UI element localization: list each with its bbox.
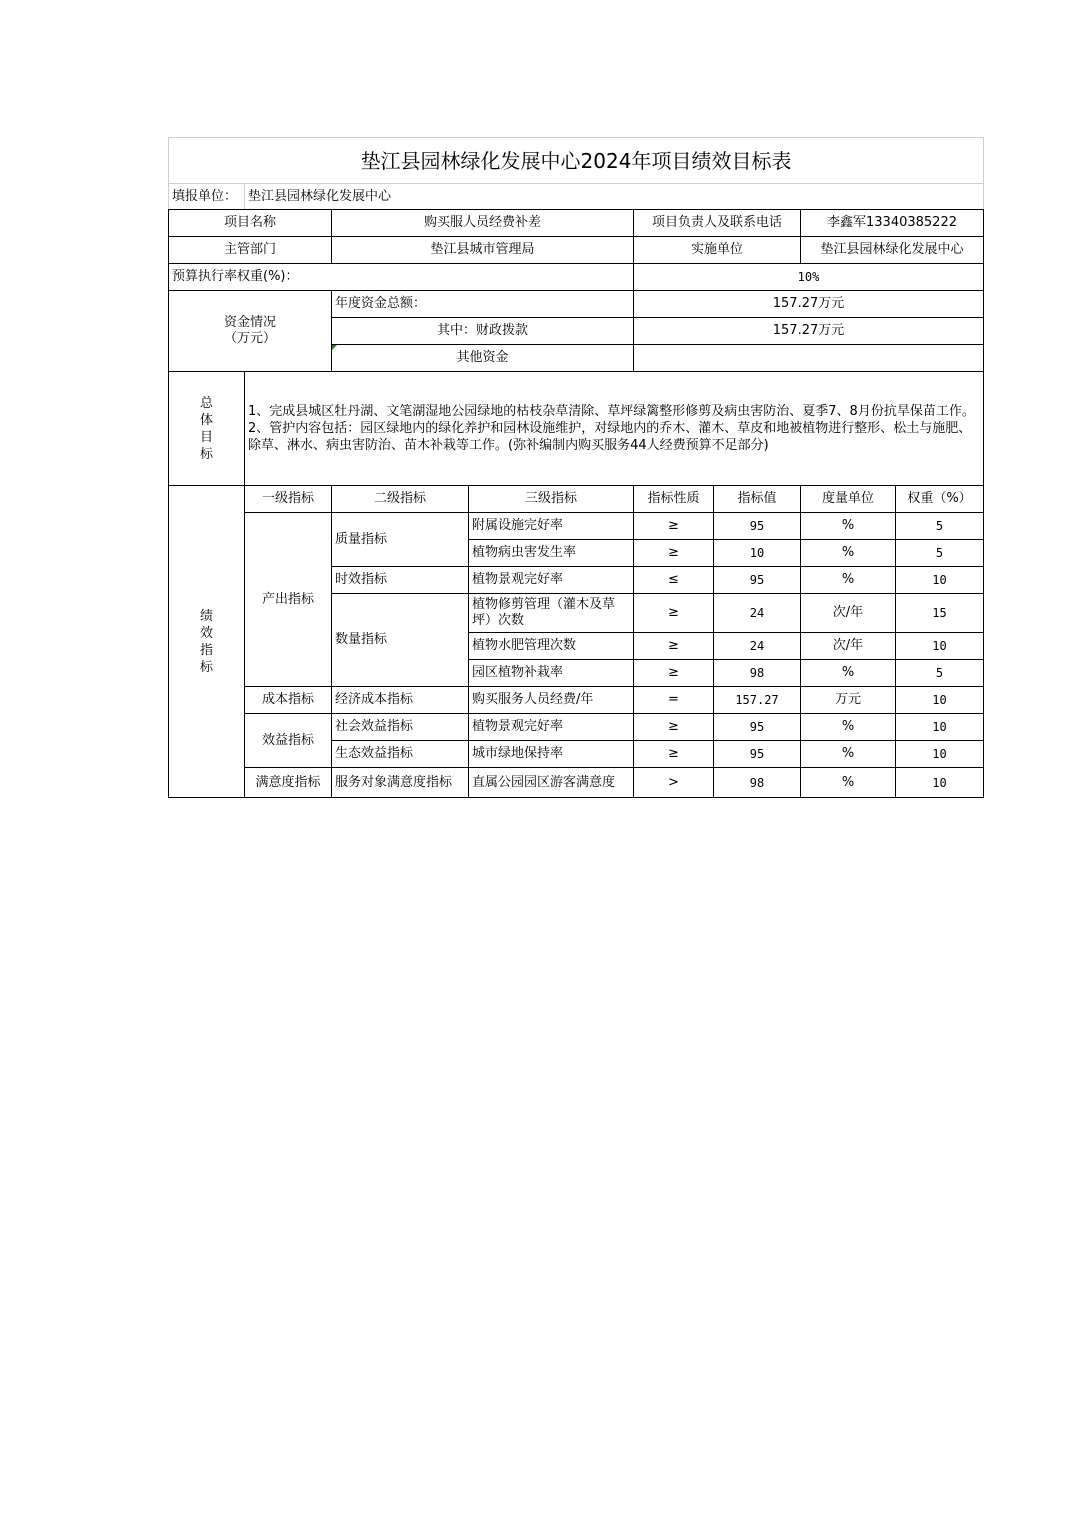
level1-cost: 成本指标: [245, 687, 332, 714]
level1-output: 产出指标: [245, 513, 332, 687]
indicators-label-char: 效: [199, 625, 213, 641]
indicator-name: 直属公园园区游客满意度: [469, 768, 634, 798]
indicator-unit: %: [801, 660, 896, 687]
indicator-name: 购买服务人员经费/年: [469, 687, 634, 714]
funds-other-label: 其他资金: [332, 345, 634, 372]
goal-label-char: 体: [199, 412, 213, 428]
project-name-label: 项目名称: [169, 210, 332, 237]
funds-label-line1: 资金情况: [223, 315, 276, 330]
header-weight: 权重（%）: [896, 486, 984, 513]
indicator-weight: 5: [896, 513, 984, 540]
header-level2: 二级指标: [332, 486, 469, 513]
goal-label-char: 标: [199, 446, 213, 462]
performance-target-table: [168, 137, 995, 798]
header-level1: 一级指标: [245, 486, 332, 513]
level2-timeliness: 时效指标: [332, 567, 469, 594]
indicator-weight: 10: [896, 741, 984, 768]
level2-quality: 质量指标: [332, 513, 469, 567]
indicator-value: 157.27: [714, 687, 801, 714]
goal-label-char: 总: [199, 395, 213, 411]
indicators-label-char: 绩: [199, 608, 213, 624]
indicator-unit: %: [801, 567, 896, 594]
indicator-unit: %: [801, 513, 896, 540]
contact-value: 李鑫军13340385222: [801, 210, 984, 237]
level2-ecological: 生态效益指标: [332, 741, 469, 768]
indicator-op: ≥: [634, 714, 714, 741]
level2-social: 社会效益指标: [332, 714, 469, 741]
indicator-op: =: [634, 687, 714, 714]
indicator-weight: 10: [896, 633, 984, 660]
indicator-name: 植物景观完好率: [469, 567, 634, 594]
indicator-weight: 10: [896, 567, 984, 594]
indicator-value: 95: [714, 741, 801, 768]
indicator-name: 附属设施完好率: [469, 513, 634, 540]
indicator-name: 园区植物补栽率: [469, 660, 634, 687]
table-row: [169, 687, 984, 714]
table-row: [169, 513, 984, 540]
indicator-name: 城市绿地保持率: [469, 741, 634, 768]
funds-fiscal-value: 157.27万元: [634, 318, 984, 345]
budget-rate-label: 预算执行率权重(%)：: [169, 264, 634, 291]
indicator-unit: %: [801, 741, 896, 768]
table-row: [169, 768, 984, 798]
indicator-op: ≥: [634, 660, 714, 687]
indicators-label-char: 指: [199, 642, 213, 658]
fill-unit-value: 垫江县园林绿化发展中心: [245, 184, 984, 210]
indicator-value: 10: [714, 540, 801, 567]
goal-label-char: 目: [199, 429, 213, 445]
indicator-unit: %: [801, 768, 896, 798]
indicator-op: ≤: [634, 567, 714, 594]
indicator-op: ≥: [634, 741, 714, 768]
indicator-op: ≥: [634, 540, 714, 567]
level1-satisfaction: 满意度指标: [245, 768, 332, 798]
indicator-value: 95: [714, 714, 801, 741]
project-name-value: 购买服人员经费补差: [332, 210, 634, 237]
overall-goal-label: [169, 372, 245, 486]
indicator-op: ≥: [634, 594, 714, 633]
header-unit: 度量单位: [801, 486, 896, 513]
level2-quantity: 数量指标: [332, 594, 469, 687]
indicator-weight: 10: [896, 768, 984, 798]
fill-unit-label: 填报单位：: [169, 184, 245, 210]
indicator-op: >: [634, 768, 714, 798]
header-nature: 指标性质: [634, 486, 714, 513]
indicator-op: ≥: [634, 513, 714, 540]
indicator-unit: 次/年: [801, 594, 896, 633]
funds-label-line2: （万元）: [223, 331, 276, 346]
indicator-name: 植物修剪管理（灌木及草坪）次数: [469, 594, 634, 633]
header-value: 指标值: [714, 486, 801, 513]
indicator-op: ≥: [634, 633, 714, 660]
indicator-unit: %: [801, 540, 896, 567]
indicator-value: 95: [714, 567, 801, 594]
indicator-value: 24: [714, 594, 801, 633]
indicator-weight: 10: [896, 714, 984, 741]
impl-unit-label: 实施单位: [634, 237, 801, 264]
indicator-value: 98: [714, 768, 801, 798]
contact-label: 项目负责人及联系电话: [634, 210, 801, 237]
page-title: 垫江县园林绿化发展中心2024年项目绩效目标表: [169, 138, 984, 184]
indicator-weight: 5: [896, 660, 984, 687]
indicator-value: 95: [714, 513, 801, 540]
indicators-label-char: 标: [199, 659, 213, 675]
indicator-unit: 万元: [801, 687, 896, 714]
level1-benefit: 效益指标: [245, 714, 332, 768]
funds-label: [169, 291, 332, 372]
budget-rate-value: 10%: [634, 264, 984, 291]
funds-other-value: [634, 345, 984, 372]
indicator-name: 植物病虫害发生率: [469, 540, 634, 567]
dept-value: 垫江县城市管理局: [332, 237, 634, 264]
impl-unit-value: 垫江县园林绿化发展中心: [801, 237, 984, 264]
funds-total-label: 年度资金总额：: [332, 291, 634, 318]
indicator-weight: 15: [896, 594, 984, 633]
indicator-unit: 次/年: [801, 633, 896, 660]
funds-total-value: 157.27万元: [634, 291, 984, 318]
level2-service: 服务对象满意度指标: [332, 768, 469, 798]
indicators-label: [169, 486, 245, 798]
table-row: [169, 714, 984, 741]
overall-goal-text: 1、完成县城区牡丹湖、文笔湖湿地公园绿地的枯枝杂草清除、草坪绿篱整形修剪及病虫害防治、夏季7、8月份抗旱保苗工作。 2、管护内容包括：园区绿地内的绿化养护和园林设施维护，对绿地内的乔木、灌木、草皮和地被植物进行整形、松土与施肥、除草、淋水、病虫害防治、苗木补栽等工作。(弥补编制内购买服务44人经费预算不足部分): [245, 372, 984, 486]
performance-table-sheet: [168, 137, 995, 798]
dept-label: 主管部门: [169, 237, 332, 264]
indicator-name: 植物景观完好率: [469, 714, 634, 741]
indicator-weight: 5: [896, 540, 984, 567]
indicator-weight: 10: [896, 687, 984, 714]
indicator-name: 植物水肥管理次数: [469, 633, 634, 660]
indicator-value: 24: [714, 633, 801, 660]
funds-fiscal-label: 其中：财政拨款: [332, 318, 634, 345]
header-level3: 三级指标: [469, 486, 634, 513]
indicator-value: 98: [714, 660, 801, 687]
indicator-unit: %: [801, 714, 896, 741]
level2-economic: 经济成本指标: [332, 687, 469, 714]
